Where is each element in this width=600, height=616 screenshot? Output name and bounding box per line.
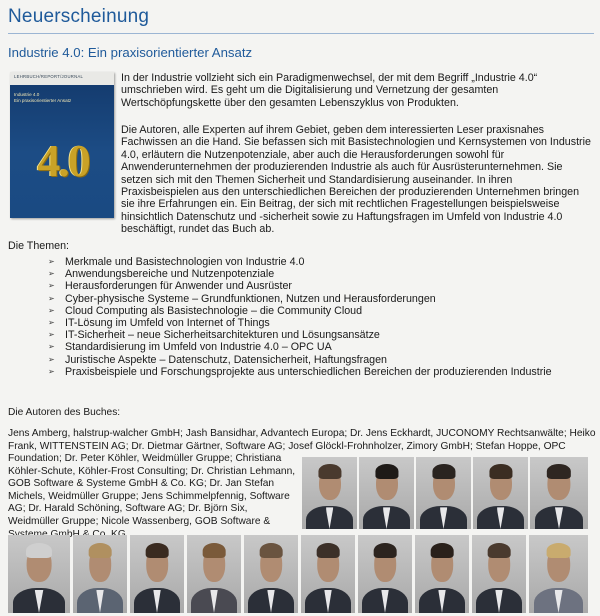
author-photo (358, 535, 412, 613)
authors-label: Die Autoren des Buches: (8, 407, 121, 418)
arrow-bullet-icon: ➢ (48, 293, 55, 303)
author-photo (472, 535, 526, 613)
author-photo (473, 457, 528, 529)
author-photo (302, 457, 357, 529)
author-photo (187, 535, 241, 613)
author-photo (529, 535, 588, 613)
list-item: ➢ Praxisbeispiele und Forschungsprojekte aus unterschiedlichen Bereichen der produzierenden Industrie (48, 365, 552, 378)
arrow-bullet-icon: ➢ (48, 305, 55, 315)
cover-top-stripe (10, 72, 114, 85)
authors-text-full-width: Jens Amberg, halstrup-walcher GmbH; Jash Bansidhar, Advantech Europa; Dr. Jens Eckhardt, JUCONOMY Rechtsanwälte; Heiko Frank, WITTENSTEIN AG; Dr. Dietmar Gärtner, Software AG; Josef Glöckl-Frohnholzer, Zimory GmbH; Stefan Hoppe, OPC (8, 428, 596, 452)
themes-list (48, 256, 552, 378)
arrow-bullet-icon: ➢ (48, 269, 55, 279)
list-item: ➢ Standardisierung im Umfeld von Industrie 4.0 – OPC UA (48, 341, 332, 354)
section-heading: Neuerscheinung (8, 6, 150, 27)
list-item: ➢ IT-Sicherheit – neue Sicherheitsarchitekturen und Lösungsansätze (48, 329, 380, 342)
list-item: ➢ Juristische Aspekte – Datenschutz, Datensicherheit, Haftungsfragen (48, 353, 387, 366)
list-item: ➢ Cloud Computing als Basistechnologie – die Community Cloud (48, 304, 363, 317)
list-item: ➢ IT-Lösung im Umfeld von Internet of Things (48, 317, 270, 330)
heading-divider (8, 33, 594, 34)
arrow-bullet-icon: ➢ (48, 366, 55, 376)
author-photo (73, 535, 127, 613)
list-item: ➢ Cyber-physische Systeme – Grundfunktionen, Nutzen und Herausforderungen (48, 292, 436, 305)
author-photo (8, 535, 70, 613)
list-item: ➢ Herausforderungen für Anwender und Ausrüster (48, 280, 292, 293)
author-photo (301, 535, 355, 613)
authors-text-column: Foundation; Dr. Peter Köhler, Weidmüller Gruppe; Christiana Köhler-Schute, Köhler-Frost Consulting; Dr. Christian Lehmann, GOB Software & Systeme GmbH & Co. KG; Dr. Jan Stefan Michels, Weidmüller Gruppe; Jens Schimmelpfennig, Software AG; Dr. Harald Schöning, Software AG; Dr. Björn Six, Weidmüller Gruppe; Nicole Wassenberg, GOB Software & (8, 453, 296, 527)
cover-title (14, 92, 110, 103)
book-title: Industrie 4.0: Ein praxisorientierter Ansatz (8, 45, 253, 60)
book-cover-image (10, 72, 114, 218)
list-item: ➢ Merkmale und Basistechnologien von Industrie 4.0 (48, 256, 305, 268)
arrow-bullet-icon: ➢ (48, 330, 55, 340)
list-item: ➢ Anwendungsbereiche und Nutzenpotenziale (48, 268, 275, 281)
arrow-bullet-icon: ➢ (48, 318, 55, 328)
intro-paragraph-2: Die Autoren, alle Experten auf ihrem Gebiet, geben dem interessierten Leser praxisnahes Fachwissen an die Hand. Sie befassen sich mit Basistechnologien und Kernsystemen von Industrie 4.0, erläutern die Nutzenpotenziale, aber auch die Herausforderungen sowohl für Anwenderunternehmen der produzierenden Industrie als auch für Ausrüsterunternehmen. Sie setzen sich mit den Themen Sicherheit und Standardisierung auseinander. In ihren Praxisbeispielen aus den unterschiedlichen Bereichen der produzierenden Unternehmen bringen sie ihre Erfahrungen ein. Ein Beitrag, der sich mit rechtlichen Fragestellungen beispielsweise hinsichtlich Datenschutz und -sicherheit sowie zu Haftungsfragen im Umfeld von Industrie 4.0 beschäftigt, rundet das Buch ab. (121, 124, 591, 236)
cover-number-graphic: 4.0 (37, 135, 89, 186)
author-photo (416, 457, 471, 529)
author-photo (359, 457, 414, 529)
arrow-bullet-icon: ➢ (48, 354, 55, 364)
arrow-bullet-icon: ➢ (48, 257, 55, 266)
author-photo (130, 535, 184, 613)
cover-series-label: LEHRBUCH/REPORT/JOURNAL (14, 74, 84, 79)
themes-label: Die Themen: (8, 240, 69, 252)
arrow-bullet-icon: ➢ (48, 281, 55, 291)
author-photo (244, 535, 298, 613)
arrow-bullet-icon: ➢ (48, 342, 55, 352)
cover-subtitle-line: Ein praxisorientierter Ansatz (14, 97, 72, 103)
intro-paragraph-1: In der Industrie vollzieht sich ein Paradigmenwechsel, der mit dem Begriff „Industrie 4.0“ umschrieben wird. Es geht um die Digitalisierung und Vernetzung der gesamten Wertschöpfungskette über den gesamten Lebenszyklus von Produkten. (121, 72, 538, 109)
author-photo (530, 457, 588, 529)
author-photo (415, 535, 469, 613)
cover-title-line: Industrie 4.0 (14, 92, 40, 97)
